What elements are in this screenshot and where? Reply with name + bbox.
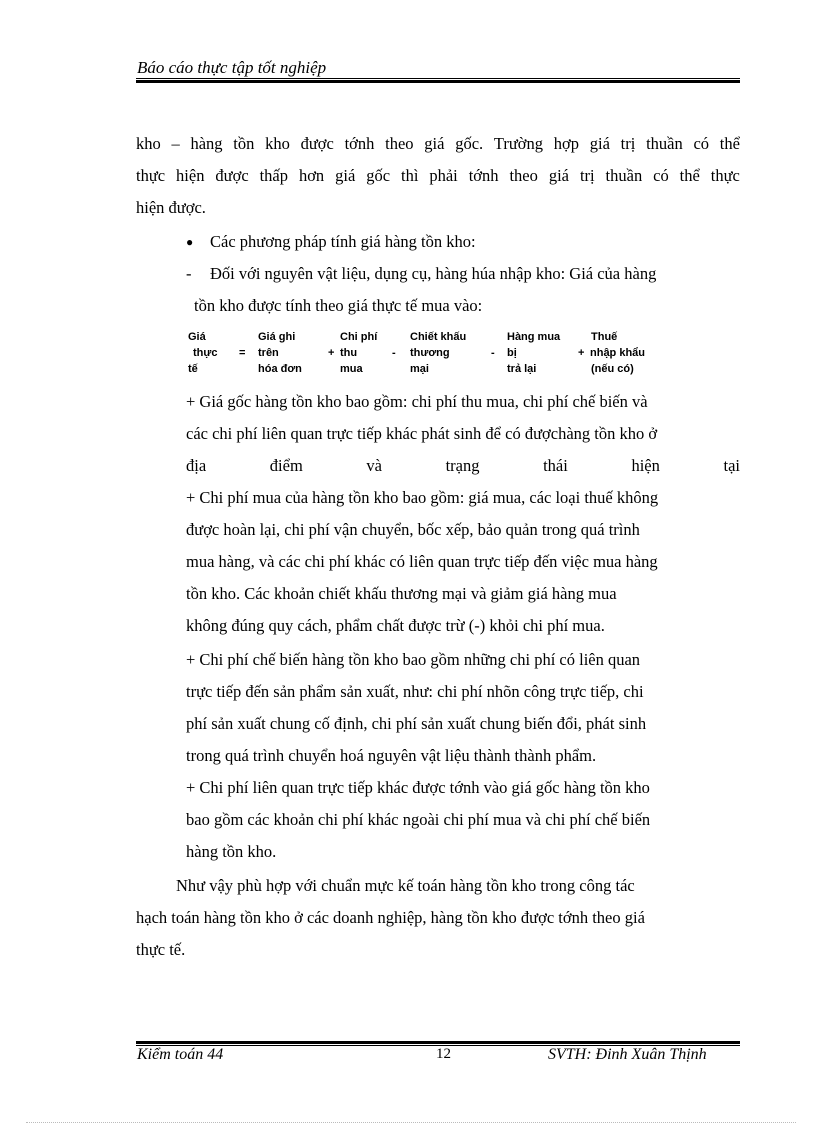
text-line: tồn kho. Các khoản chiết khấu thương mại và giảm giá hàng mua [186, 584, 617, 603]
text-line: + Chi phí chế biến hàng tồn kho bao gồm những chi phí có liên quan [186, 650, 641, 669]
formula-term: Chiết khấu [410, 331, 467, 343]
text-line: + Giá gốc hàng tồn kho bao gồm: chi phí thu mua, chi phí chế biến và [186, 392, 648, 411]
text-line: được hoàn lại, chi phí vận chuyển, bốc xếp, bảo quản trong quá trình [186, 520, 640, 539]
word: trạng [445, 456, 480, 475]
dash-marker: - [186, 264, 192, 283]
text-line: trực tiếp đến sản phẩm sản xuất, như: chi phí nhõn công trực tiếp, chi [186, 682, 644, 701]
formula-term: hóa đơn [258, 363, 302, 375]
text-line: hàng tồn kho. [186, 842, 277, 861]
formula-operator: + [578, 347, 585, 359]
formula-term: Giá [188, 331, 206, 343]
text-line: phí sản xuất chung cố định, chi phí sản xuất chung biến đổi, phát sinh [186, 714, 647, 733]
text-line: thực tế. [136, 940, 186, 959]
text-line: trong quá trình chuyển hoá nguyên vật liệu thành thành phẩm. [186, 746, 597, 765]
formula-term: mại [410, 363, 429, 375]
formula-term: thu [340, 347, 358, 359]
text-line: mua hàng, và các chi phí khác có liên quan trực tiếp đến việc mua hàng [186, 552, 658, 571]
formula-term: Giá ghi [258, 331, 296, 343]
formula-term: Hàng mua [507, 331, 561, 343]
header-rule-thin [136, 78, 740, 79]
word: điểm [269, 456, 303, 475]
formula-term: (nếu có) [591, 363, 634, 375]
text-line: + Chi phí mua của hàng tồn kho bao gồm: giá mua, các loại thuế không [186, 488, 659, 507]
formula-operator: - [491, 347, 495, 359]
text-line: thực hiện được thấp hơn giá gốc thì phải tớnh theo giá trị thuần có thể thực [136, 166, 740, 185]
formula-operator: = [239, 347, 246, 359]
word: thái [543, 456, 568, 475]
formula-term: trên [258, 347, 279, 359]
formula-term: mua [340, 363, 363, 375]
text-line: bao gồm các khoản chi phí khác ngoài chi phí mua và chi phí chế biến [186, 810, 651, 829]
text-line: kho – hàng tồn kho được tớnh theo giá gốc. Trường hợp giá trị thuần có thể [136, 134, 740, 153]
formula-term: thực [193, 347, 218, 359]
word: địa [186, 456, 207, 475]
formula-term: trả lại [507, 363, 537, 375]
text-line: + Chi phí liên quan trực tiếp khác được tớnh vào giá gốc hàng tồn kho [186, 778, 650, 797]
word: và [366, 456, 382, 475]
formula-term: tế [188, 363, 198, 375]
formula-term: thương [410, 347, 450, 359]
formula-operator: - [392, 347, 396, 359]
footer-rule-thick [136, 1041, 740, 1044]
bullet-icon: ● [186, 235, 194, 249]
bullet-text: Các phương pháp tính giá hàng tồn kho: [210, 232, 476, 251]
dash-text-cont: tồn kho được tính theo giá thực tế mua vào: [194, 296, 483, 315]
text-line: các chi phí liên quan trực tiếp khác phát sinh để có đượchàng tồn kho ở [186, 424, 658, 443]
text-line: hiện được. [136, 198, 206, 217]
formula-term: bị [507, 347, 517, 359]
page-number: 12 [436, 1046, 451, 1062]
formula-term: Chi phí [340, 331, 378, 343]
word: hiện [631, 456, 660, 475]
formula-term: nhập khẩu [590, 347, 646, 359]
formula-operator: + [328, 347, 335, 359]
formula-term: Thuế [591, 331, 618, 343]
text-line: hạch toán hàng tồn kho ở các doanh nghiệp, hàng tồn kho được tớnh theo giá [136, 908, 645, 927]
text-line: Như vậy phù hợp với chuẩn mực kế toán hàng tồn kho trong công tác [176, 876, 635, 895]
justified-line [186, 456, 740, 476]
word: tại [723, 456, 740, 475]
text-line: không đúng quy cách, phẩm chất được trừ (-) khỏi chi phí mua. [186, 616, 605, 635]
footer-right: SVTH: Đinh Xuân Thịnh [548, 1046, 707, 1063]
header-rule-thick [136, 80, 740, 83]
header-title: Báo cáo thực tập tốt nghiệp [137, 58, 327, 77]
dash-text: Đối với nguyên vật liệu, dụng cụ, hàng húa nhập kho: Giá của hàng [210, 264, 657, 283]
footer-left: Kiểm toán 44 [137, 1046, 224, 1063]
